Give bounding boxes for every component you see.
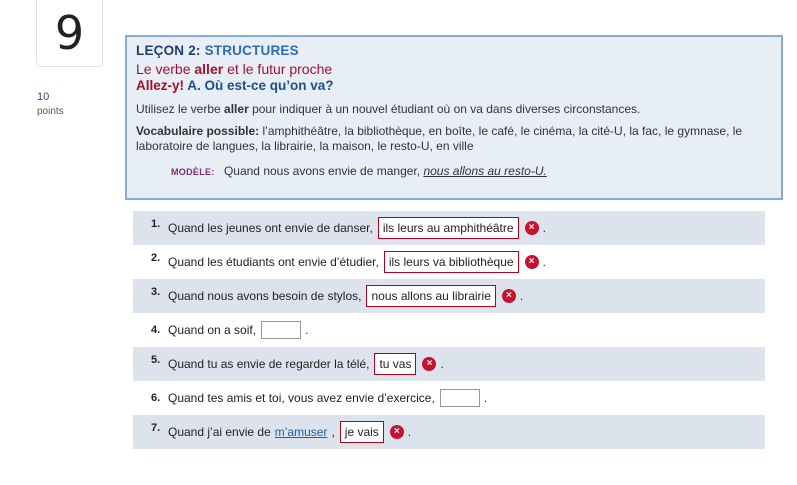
points-value: 10	[37, 91, 50, 103]
exercise-item-2: 2. Quand les étudiants ont envie d’étudier, ils leurs va bibliothèque × .	[133, 245, 765, 279]
points-label: points	[37, 106, 64, 117]
model-label: MODÈLE:	[171, 167, 215, 177]
answer-field-1[interactable]: ils leurs au amphithéâtre	[378, 217, 519, 239]
answer-field-4[interactable]	[261, 321, 301, 339]
answer-field-3[interactable]: nous allons au librairie	[366, 285, 495, 307]
answer-field-7[interactable]: je vais	[340, 421, 384, 443]
directions-text: Utilisez le verbe aller pour indiquer à un nouvel étudiant où on va dans diverses circonstances.	[136, 102, 641, 116]
incorrect-icon: ×	[525, 221, 539, 235]
exercise-items	[133, 211, 765, 449]
topic-title: Le verbe aller et le futur proche	[136, 61, 333, 77]
incorrect-icon: ×	[422, 357, 436, 371]
glossary-link-mamuser[interactable]: m’amuser	[274, 425, 328, 439]
answer-field-5[interactable]: tu vas	[374, 353, 416, 375]
activity-title: Allez-y! A. Où est-ce qu’on va?	[136, 78, 334, 93]
model-example: MODÈLE: Quand nous avons envie de manger, nous allons au resto-U.	[171, 164, 547, 178]
exercise-item-6: 6. Quand tes amis et toi, vous avez envie d’exercice, .	[151, 391, 488, 405]
exercise-item-7: 7. Quand j’ai envie de m’amuser , je vais × .	[133, 415, 765, 449]
exercise-item-5: 5. Quand tu as envie de regarder la télé, tu vas × .	[133, 347, 765, 381]
model-answer: nous allons au resto-U.	[423, 164, 547, 178]
exercise-item-1: 1. Quand les jeunes ont envie de danser, ils leurs au amphithéâtre × .	[133, 211, 765, 245]
question-number: 9	[36, 0, 103, 67]
lesson-title: LEÇON 2: STRUCTURES	[136, 43, 299, 58]
answer-field-2[interactable]: ils leurs va bibliothèque	[384, 251, 519, 273]
incorrect-icon: ×	[390, 425, 404, 439]
incorrect-icon: ×	[502, 289, 516, 303]
incorrect-icon: ×	[525, 255, 539, 269]
instructions-panel	[125, 35, 783, 200]
answer-field-6[interactable]	[440, 389, 480, 407]
exercise-item-3: 3. Quand nous avons besoin de stylos, nous allons au librairie × .	[133, 279, 765, 313]
vocabulary-text: Vocabulaire possible: l’amphithéâtre, la bibliothèque, en boîte, le café, le cinéma, la cité-U, la fac, le gymnase, le laboratoire de langues, la librairie, la maison, le resto-U, en ville	[136, 124, 743, 153]
exercise-item-4: 4. Quand on a soif, .	[151, 323, 309, 337]
